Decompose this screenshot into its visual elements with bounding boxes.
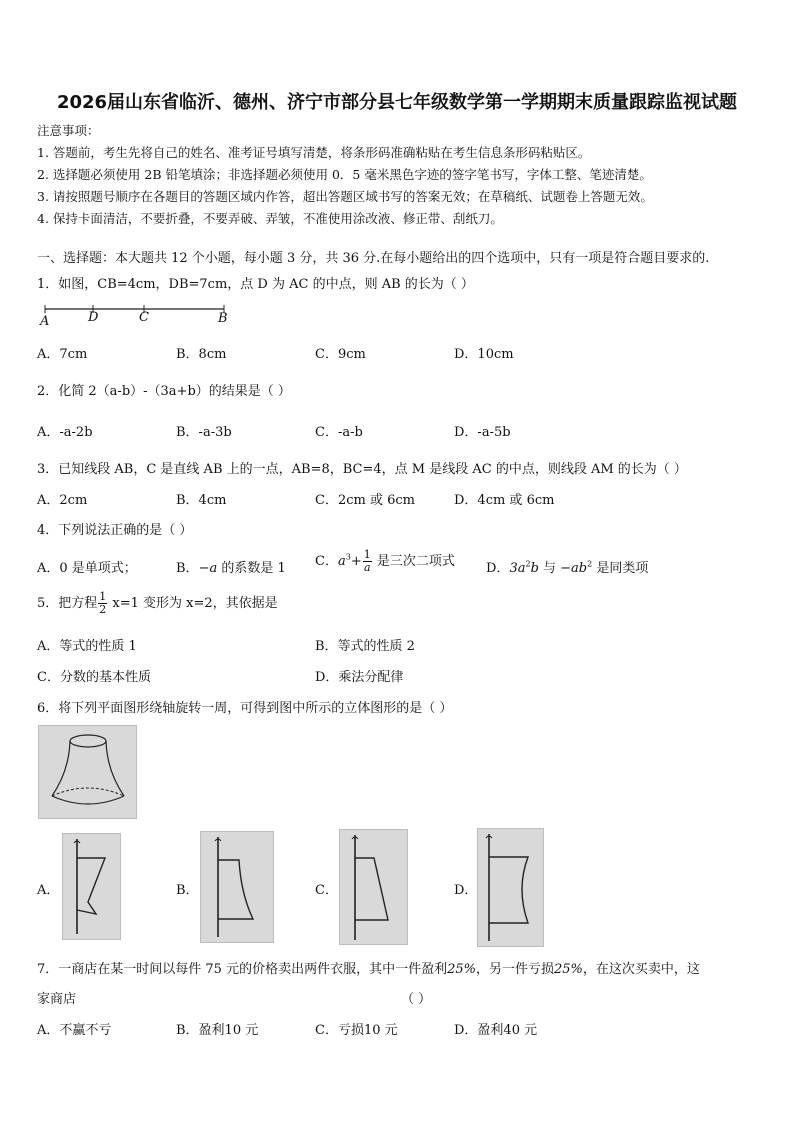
frustum-drawing [39,726,136,818]
q5-denominator: 2 [99,603,107,616]
q3-stem: 3．已知线段 AB，C 是直线 AB 上的一点，AB=8，BC=4，点 M 是线段 AC 的中点，则线段 AM 的长为（ ） [37,462,687,477]
q2-option-d[interactable]: D．-a-5b [454,425,511,440]
q6-option-b-label[interactable]: B． [176,883,199,898]
q4-d-exp2: 2 [587,559,593,569]
q2-option-c[interactable]: C．-a-b [315,425,363,440]
q7-stem-line2: 家商店 [37,992,77,1007]
q7-text-c: ，在这次买卖中，这 [582,962,700,977]
q4-option-d[interactable] [486,557,648,576]
q7-percent-loss: 25% [554,962,583,977]
q6-option-a-label[interactable]: A． [37,883,60,898]
q5-fraction [98,591,107,616]
q6-stem: 6．将下列平面图形绕轴旋转一周，可得到图中所示的立体图形的是（ ） [37,701,453,716]
q4-option-c[interactable] [315,549,455,574]
q6-option-d-label[interactable]: D． [454,883,478,898]
q6-option-a-figure[interactable] [62,833,121,940]
q4-b-prefix: B． [176,561,199,576]
q1-segment-figure [38,302,238,328]
q4-d-exp1: 2 [525,559,531,569]
q3-option-b[interactable]: B．4cm [176,493,227,508]
q4-b-math: −a [198,561,218,576]
shape-a-drawing [63,834,120,939]
q7-text-b: ，另一件亏损 [475,962,554,977]
q4-c-plus: + [350,554,362,569]
q3-option-d[interactable]: D．4cm 或 6cm [454,493,555,508]
point-label-b: B [218,311,228,326]
section-heading: 一、选择题：本大题共 12 个小题，每小题 3 分，共 36 分.在每小题给出的四个选项中，只有一项是符合题目要求的. [37,251,710,266]
q5-prefix: 5．把方程 [37,596,98,611]
q2-option-b[interactable]: B．-a-3b [176,425,232,440]
q7-answer-paren: （ ） [401,992,432,1007]
q7-option-b[interactable]: B．盈利10 元 [176,1023,259,1038]
q7-stem-line1 [37,958,700,977]
q6-option-c-figure[interactable] [339,829,408,945]
q4-c-base: a [337,554,346,569]
q6-option-d-figure[interactable] [477,828,544,947]
q4-c-prefix: C． [315,554,338,569]
q4-c-fraction [363,549,372,574]
q4-c-text: 是三次二项式 [372,554,455,569]
q4-c-denominator: a [363,561,371,574]
q7-option-d[interactable]: D．盈利40 元 [454,1023,538,1038]
q5-option-a[interactable]: A．等式的性质 1 [37,639,137,654]
page-title: 2026届山东省临沂、德州、济宁市部分县七年级数学第一学期期末质量跟踪监视试题 [56,92,738,113]
q4-option-b[interactable] [176,557,286,576]
q5-stem [37,591,278,616]
q7-option-a[interactable]: A．不赢不亏 [37,1023,112,1038]
notice-item-2: 2. 选择题必须使用 2B 铅笔填涂；非选择题必须使用 0．5 毫米黑色字迹的签字笔书写，字体工整、笔迹清楚。 [37,167,652,182]
q6-solid-figure [38,725,137,819]
q1-option-c[interactable]: C．9cm [315,347,366,362]
point-label-c: C [139,310,149,325]
q6-option-c-label[interactable]: C． [315,883,338,898]
point-label-d: D [88,310,99,325]
q4-c-exponent: 3 [345,552,351,562]
q4-d-term1b: b [530,561,539,576]
q4-d-prefix: D． [486,561,510,576]
notice-heading: 注意事项： [37,123,100,138]
q4-d-term1: 3a [509,561,526,576]
shape-c-drawing [340,830,407,944]
point-label-a: A [40,314,50,329]
q5-option-d[interactable]: D．乘法分配律 [315,670,404,685]
shape-d-drawing [478,829,543,946]
q4-stem: 4．下列说法正确的是（ ） [37,523,193,538]
q5-text: x=1 变形为 x=2，其依据是 [108,596,278,611]
q5-option-c[interactable]: C．分数的基本性质 [37,670,151,685]
q4-option-a[interactable]: A．0 是单项式； [37,561,137,576]
q2-option-a[interactable]: A．-a-2b [37,425,93,440]
q1-option-a[interactable]: A．7cm [37,347,88,362]
q4-b-text: 的系数是 1 [217,561,286,576]
q7-option-c[interactable]: C．亏损10 元 [315,1023,398,1038]
q6-option-b-figure[interactable] [200,831,274,943]
q4-d-term2: −ab [560,561,588,576]
q2-stem: 2．化简 2（a-b）-（3a+b）的结果是（ ） [37,384,291,399]
q3-option-c[interactable]: C．2cm 或 6cm [315,493,415,508]
q4-c-numerator: 1 [363,548,371,561]
notice-item-4: 4. 保持卡面清洁，不要折叠，不要弄破、弄皱，不准使用涂改液、修正带、刮纸刀。 [37,211,503,226]
q4-d-text: 是同类项 [592,561,649,576]
q7-percent-profit: 25% [447,962,476,977]
shape-b-drawing [201,832,273,942]
q4-d-mid: 与 [538,561,561,576]
notice-item-1: 1. 答题前，考生先将自己的姓名、准考证号填写清楚，将条形码准确粘贴在考生信息条形码粘贴区。 [37,145,591,160]
q7-text-a: 7．一商店在某一时间以每件 75 元的价格卖出两件衣服，其中一件盈利 [37,962,448,977]
notice-item-3: 3. 请按照题号顺序在各题目的答题区域内作答，超出答题区域书写的答案无效；在草稿纸、试题卷上答题无效。 [37,189,653,204]
q5-numerator: 1 [99,590,107,603]
q1-stem: 1．如图，CB=4cm，DB=7cm，点 D 为 AC 的中点，则 AB 的长为（ ） [37,277,474,292]
q1-option-d[interactable]: D．10cm [454,347,514,362]
q3-option-a[interactable]: A．2cm [37,493,88,508]
q1-option-b[interactable]: B．8cm [176,347,227,362]
q5-option-b[interactable]: B．等式的性质 2 [315,639,415,654]
